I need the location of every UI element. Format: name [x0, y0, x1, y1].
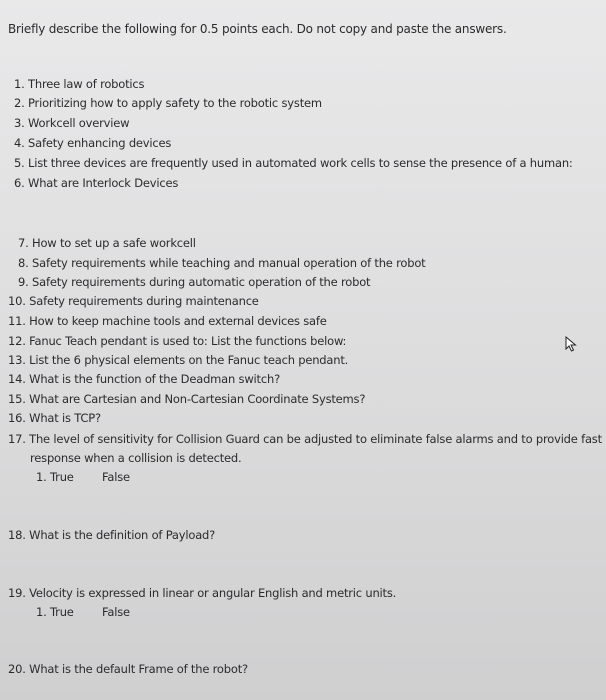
question-4: 4. Safety enhancing devices: [14, 136, 172, 150]
question-14: 14. What is the function of the Deadman switch?: [8, 372, 280, 386]
question-6: 6. What are Interlock Devices: [14, 176, 179, 190]
q17-option-false: False: [102, 470, 130, 484]
question-15: 15. What are Cartesian and Non-Cartesian Coordinate Systems?: [8, 392, 366, 406]
question-8: 8. Safety requirements while teaching and manual operation of the robot: [18, 256, 426, 270]
question-9: 9. Safety requirements during automatic operation of the robot: [18, 275, 371, 289]
question-17-continued: response when a collision is detected.: [30, 451, 242, 465]
question-5: 5. List three devices are frequently used in automated work cells to sense the presence of a human:: [14, 156, 573, 170]
question-17: 17. The level of sensitivity for Collision Guard can be adjusted to eliminate false alarms and to provide fast: [8, 432, 602, 446]
q19-option-true: 1. True: [36, 605, 74, 619]
question-20: 20. What is the default Frame of the robot?: [8, 662, 248, 676]
question-1: 1. Three law of robotics: [14, 77, 145, 91]
question-18: 18. What is the definition of Payload?: [8, 528, 216, 542]
instructions-header: Briefly describe the following for 0.5 points each. Do not copy and paste the answers.: [8, 22, 507, 36]
mouse-cursor-icon: [565, 336, 579, 352]
q17-option-true: 1. True: [36, 470, 74, 484]
question-7: 7. How to set up a safe workcell: [18, 236, 196, 250]
question-3: 3. Workcell overview: [14, 116, 130, 130]
question-13: 13. List the 6 physical elements on the Fanuc teach pendant.: [8, 353, 349, 367]
question-16: 16. What is TCP?: [8, 411, 101, 425]
q19-option-false: False: [102, 605, 130, 619]
question-10: 10. Safety requirements during maintenance: [8, 294, 259, 308]
question-2: 2. Prioritizing how to apply safety to the robotic system: [14, 96, 322, 110]
question-19: 19. Velocity is expressed in linear or angular English and metric units.: [8, 586, 397, 600]
question-11: 11. How to keep machine tools and external devices safe: [8, 314, 327, 328]
question-12: 12. Fanuc Teach pendant is used to: List the functions below:: [8, 334, 347, 348]
